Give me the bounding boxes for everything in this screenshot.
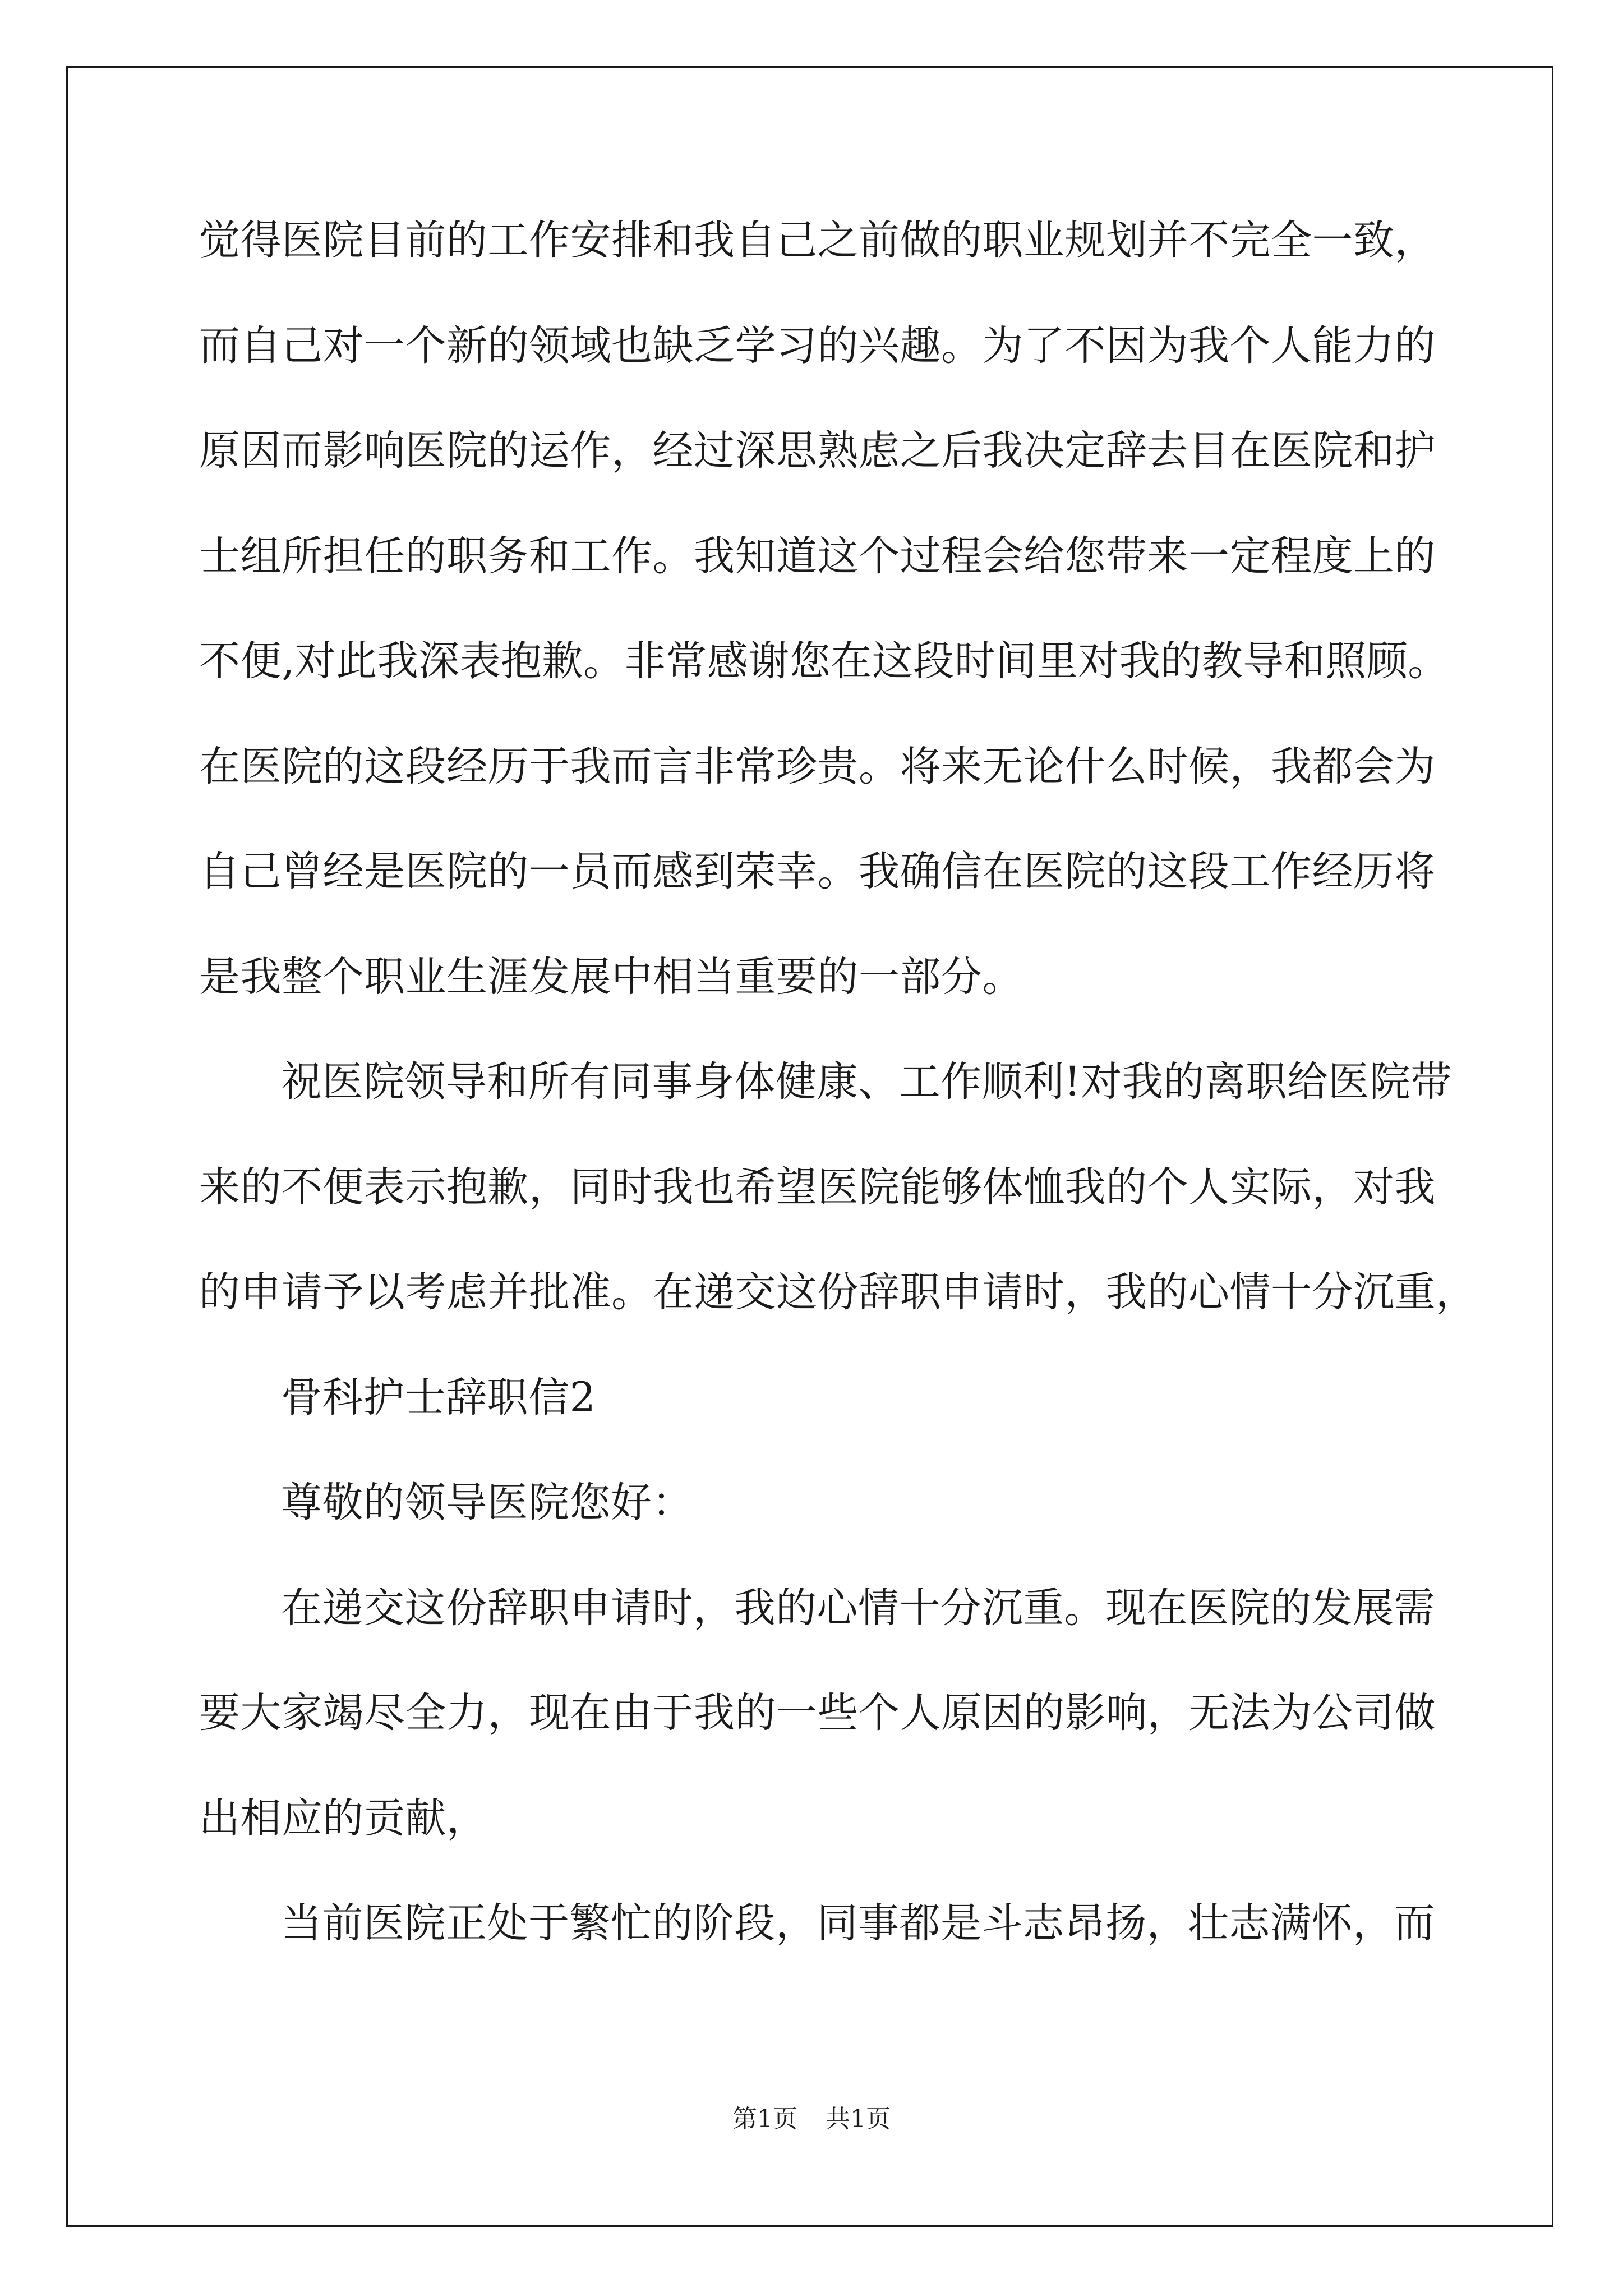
text-line: 不便,对此我深表抱歉。非常感谢您在这段时间里对我的教导和照顾。 [199,637,1449,685]
section-heading: 骨科护士辞职信2 [281,1373,596,1421]
page-total: 共1页 [826,2105,891,2133]
page-number: 第1页 [732,2105,797,2133]
salutation: 尊敬的领导医院您好： [281,1479,693,1526]
text-line: 士组所担任的职务和工作。我知道这个过程会给您带来一定程度上的 [199,532,1436,580]
text-line: 要大家竭尽全力，现在由于我的一些个人原因的影响，无法为公司做 [199,1689,1436,1737]
text-line: 在医院的这段经历于我而言非常珍贵。将来无论什么时候，我都会为 [199,742,1436,790]
document-body [199,188,1477,1976]
page-footer [0,2102,1623,2136]
text-line: 在递交这份辞职申请时，我的心情十分沉重。现在医院的发展需 [281,1584,1435,1632]
text-line: 自己曾经是医院的一员而感到荣幸。我确信在医院的这段工作经历将 [199,848,1436,895]
text-line: 觉得医院目前的工作安排和我自己之前做的职业规划并不完全一致， [199,217,1436,264]
text-line: 是我整个职业生涯发展中相当重要的一部分。 [199,953,1023,1001]
text-line: 祝医院领导和所有同事身体健康、工作顺利!对我的离职给医院带 [281,1058,1452,1106]
text-line: 出相应的贡献， [199,1794,488,1842]
text-line: 来的不便表示抱歉，同时我也希望医院能够体恤我的个人实际，对我 [199,1163,1436,1211]
text-line: 当前医院正处于繁忙的阶段，同事都是斗志昂扬，壮志满怀，而 [281,1899,1435,1947]
text-line: 原因而影响医院的运作，经过深思熟虑之后我决定辞去目在医院和护 [199,427,1436,475]
text-line: 的申请予以考虑并批准。在递交这份辞职申请时，我的心情十分沉重， [199,1268,1477,1316]
text-line: 而自己对一个新的领域也缺乏学习的兴趣。为了不因为我个人能力的 [199,321,1436,370]
